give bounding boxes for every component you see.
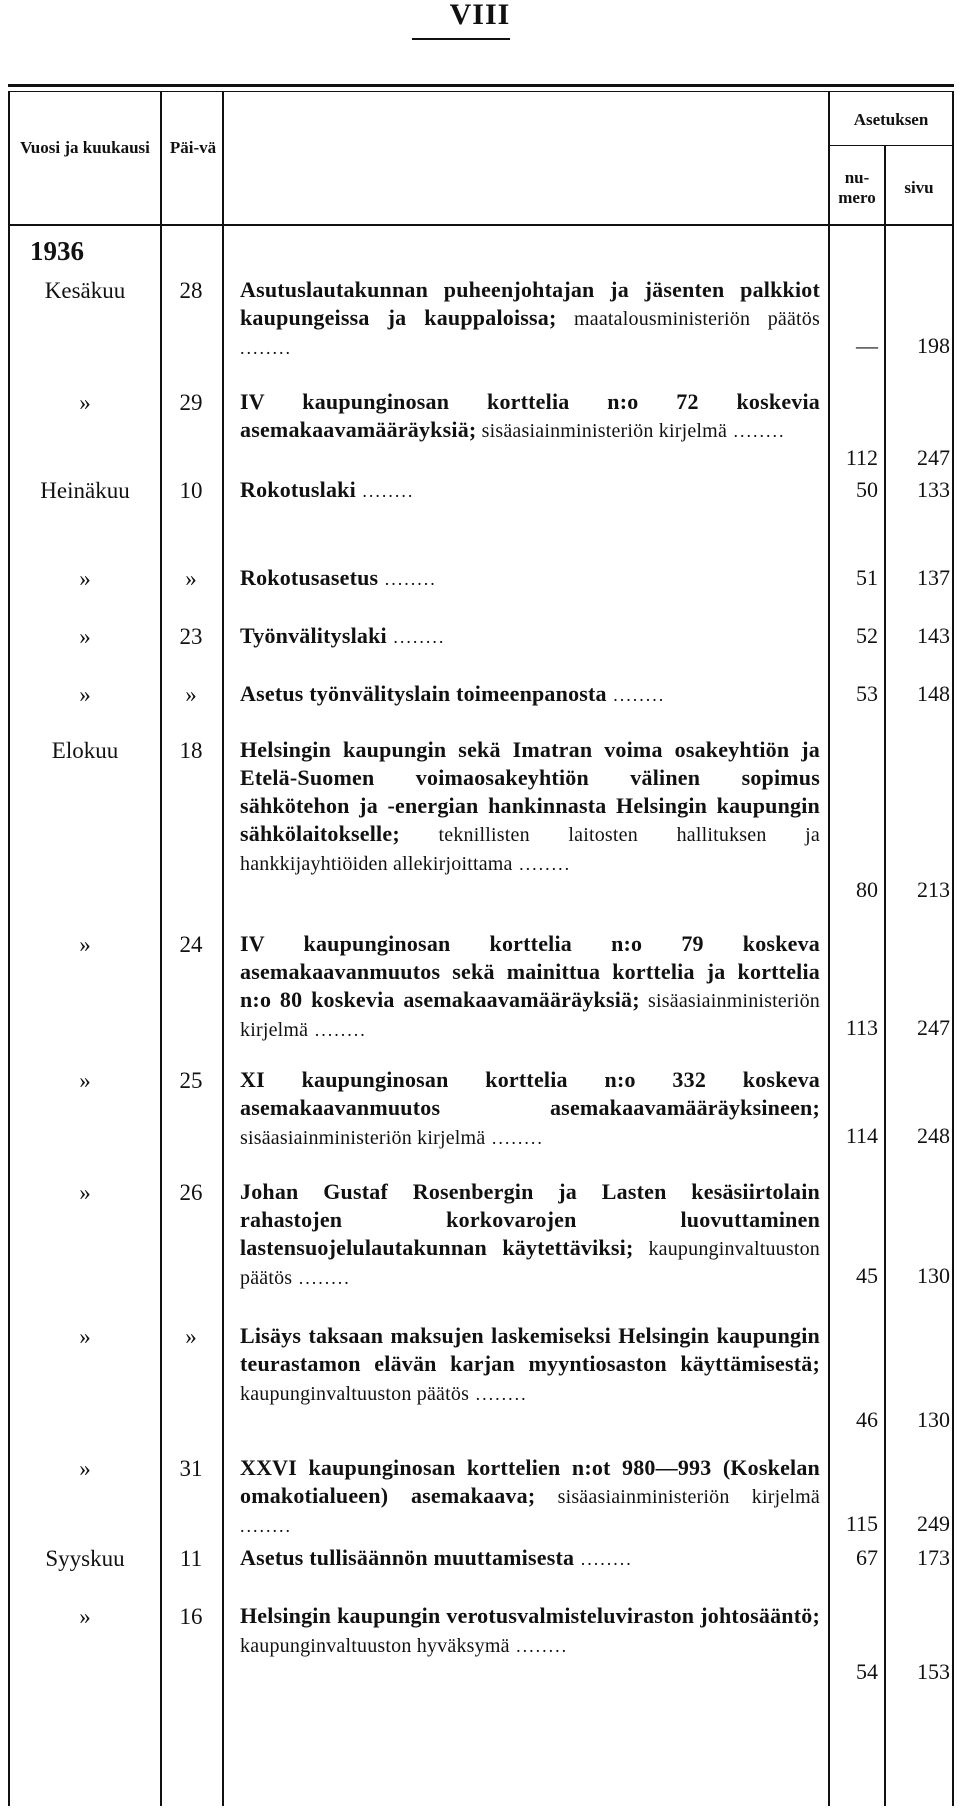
entry-day: 25 [179,1068,203,1093]
entry-title-rest: teknillisten laitosten hallituksen ja hankkijayhtiöiden allekirjoittama [240,824,820,875]
entry-title-lead: Johan Gustaf Rosenbergin ja Lasten kesäsiirtolain rahastojen korkovarojen luovuttaminen lastensuojelulautakunnan käytettäviksi; [240,1179,820,1260]
entry-title [240,680,820,709]
entry-day: 16 [179,1604,203,1629]
entry-title [240,1544,820,1573]
leader-dots: ........ [574,1549,633,1569]
entry-title-lead: Rokotusasetus [240,565,379,590]
entry-title [240,1178,820,1292]
entry-title-rest: kaupunginvaltuuston päätös [240,1238,821,1289]
leader-dots: ........ [509,1636,569,1656]
entry-title [240,736,820,878]
header-year-month: Vuosi ja kuukausi [20,138,150,157]
leader-dots: ........ [292,1268,351,1288]
entry-page: 133 [917,477,950,502]
entry-title [240,1322,820,1408]
entry-title-lead: Asetus työnvälityslain toimeenpanosta [240,681,607,706]
entry-title-lead: IV kaupunginosan korttelia n:o 79 koskeva asemakaavanmuutos sekä mainittua korttelia ja korttelia n:o 80 koskevia asemakaavamääräyksiä; [240,931,820,1012]
leader-dots: ........ [308,1020,367,1040]
entry-month: Heinäkuu [40,478,130,503]
entry-page: 248 [917,1123,950,1148]
page-number-underline [412,38,510,40]
right-border [952,91,954,1806]
entry-month: » [79,390,91,415]
entry-title [240,1602,820,1660]
entry-title-lead: Helsingin kaupungin verotusvalmisteluviraston johtosääntö; [240,1603,820,1628]
header-day: Päi-vä [169,138,217,157]
entry-day: 18 [179,738,203,763]
entry-page: 143 [917,623,950,648]
leader-dots: ........ [355,481,415,501]
entry-number: 54 [856,1659,878,1684]
entry-title-rest: kaupunginvaltuuston hyväksymä [240,1635,510,1657]
entry-month: » [79,1068,91,1093]
entry-day: » [185,1324,197,1349]
leader-dots: ........ [469,1384,528,1404]
entry-number: 80 [856,877,878,902]
entry-title [240,1454,820,1540]
entry-title-lead: XXVI kaupunginosan korttelien n:ot 980—993 (Koskelan omakotialueen) asemakaava; [240,1455,820,1508]
entry-title-rest: maatalousministeriön päätös [556,308,820,330]
entry-month: Kesäkuu [44,278,126,303]
entry-title-lead: IV kaupunginosan korttelia n:o 72 koskevia asemakaavamääräyksiä; [240,389,820,442]
entry-title-lead: Asutuslautakunnan puheenjohtajan ja jäsenten palkkiot kaupungeissa ja kauppaloissa; [240,277,820,330]
leader-dots: ........ [512,854,572,874]
entry-title [240,930,820,1044]
entry-title-lead: Asetus tullisäännön muuttamisesta [240,1545,575,1570]
entry-title [240,388,820,445]
entry-number: 50 [856,477,878,502]
entry-title-lead: XI kaupunginosan korttelia n:o 332 koskeva asemakaavanmuutos asemakaavamääräyksineen; [240,1067,820,1120]
entry-month: » [79,932,91,957]
entry-day: 31 [179,1456,203,1481]
entry-title [240,276,820,362]
header-bottom-rule [8,224,954,226]
entry-number: 114 [845,1123,878,1148]
top-rule-thin [8,91,954,92]
entry-page: 137 [917,565,950,590]
entry-title-lead: Helsingin kaupungin sekä Imatran voima osakeyhtiön ja Etelä-Suomen voimaosakeyhtiön välinen sopimus sähkötehon ja -energian hankinnasta Helsingin kaupungin sähkölaitokselle; [240,737,820,846]
entry-month: » [79,682,91,707]
entry-title-lead: Työnvälityslaki [240,623,387,648]
entry-number: 53 [856,681,878,706]
entry-number: 46 [856,1407,878,1432]
entry-month: » [79,1456,91,1481]
entry-month: » [79,1324,91,1349]
entry-title-rest: sisäasiainministeriön kirjelmä [240,990,820,1041]
entry-month: » [79,624,91,649]
entry-title [240,564,820,593]
top-rule-thick [8,84,954,87]
entry-day: 11 [179,1546,203,1571]
entry-page: 130 [917,1407,950,1432]
entry-page: 148 [917,681,950,706]
header-regulation: Asetuksen [853,110,929,129]
entry-day: » [185,682,197,707]
leader-dots: ........ [606,685,666,705]
header-page: sivu [904,178,934,197]
subheader-rule [829,145,954,146]
entry-title-lead: Lisäys taksaan maksujen laskemiseksi Helsingin kaupungin teurastamon elävän karjan myyntiosaston käyttämisestä; [240,1323,820,1376]
entry-month: Syyskuu [45,1546,125,1571]
entry-day: 10 [179,478,203,503]
entry-number: 115 [845,1511,878,1536]
entry-day: 24 [179,932,203,957]
entry-month: » [79,1180,91,1205]
leader-dots: ........ [240,338,292,358]
entry-title-rest: sisäasiainministeriön kirjelmä [476,420,728,442]
entry-month: » [79,566,91,591]
year-heading: 1936 [30,236,84,266]
entry-month: » [79,1604,91,1629]
entry-page: 249 [917,1511,950,1536]
leader-dots: ........ [386,627,446,647]
leader-dots: ........ [240,1516,292,1536]
entry-title-lead: Rokotuslaki [240,477,356,502]
entry-page: 130 [917,1263,950,1288]
entry-day: 26 [179,1180,203,1205]
entry-number: 113 [845,1015,878,1040]
entry-day: » [185,566,197,591]
entry-number: 52 [856,623,878,648]
entry-number: 45 [856,1263,878,1288]
entry-number: 112 [845,445,878,470]
entry-title [240,476,820,505]
entry-title-rest: sisäasiainministeriön kirjelmä [535,1486,820,1508]
entry-page: 153 [917,1659,950,1684]
header-number: nu-mero [838,168,876,207]
entry-number: 67 [856,1545,878,1570]
entry-page: 213 [917,877,950,902]
leader-dots: ........ [485,1128,544,1148]
entry-title-rest: sisäasiainministeriön kirjelmä [240,1127,486,1149]
entry-page: 173 [917,1545,950,1570]
entry-page: 198 [917,333,950,358]
leader-dots: ........ [378,569,437,589]
entry-title [240,1066,820,1152]
entry-page: 247 [917,1015,950,1040]
column-divider-day [222,91,224,1806]
leader-dots: ........ [727,421,786,441]
entry-month: Elokuu [51,738,119,763]
entry-day: 29 [179,390,203,415]
entry-page: 247 [917,445,950,470]
page-number: VIII [449,0,511,31]
entry-day: 28 [179,278,203,303]
entry-number: — [856,333,878,358]
entry-number: 51 [856,565,878,590]
entry-title [240,622,820,651]
entry-day: 23 [179,624,203,649]
entry-title-rest: kaupunginvaltuuston päätös [240,1383,470,1405]
